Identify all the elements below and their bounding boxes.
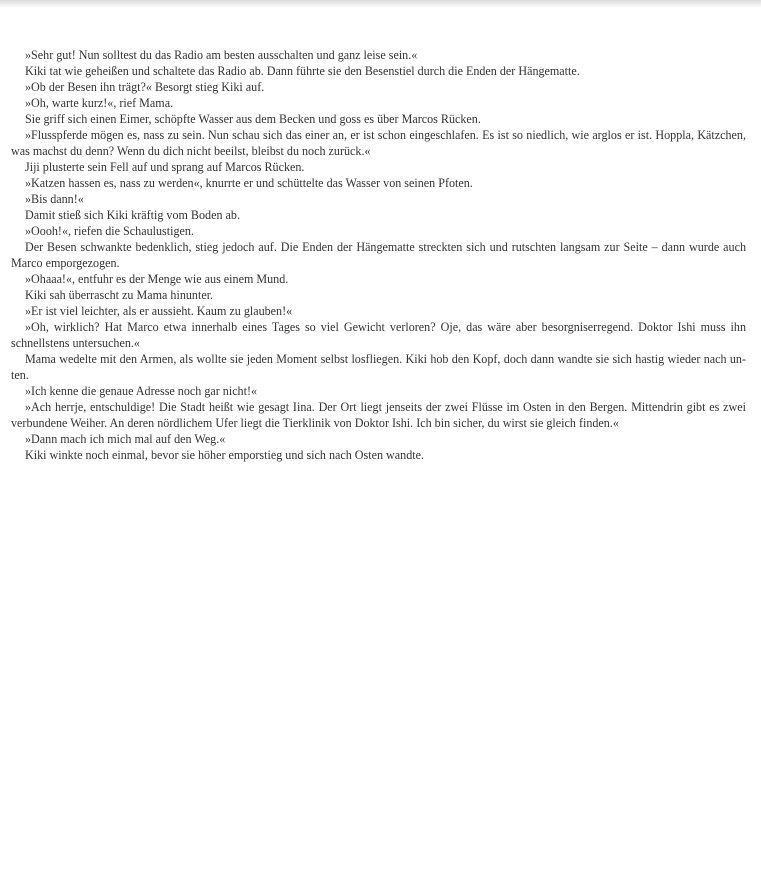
paragraph: Damit stieß sich Kiki kräftig vom Boden ab. xyxy=(25,208,240,222)
paragraph: »Oooh!«, riefen die Schaulustigen. xyxy=(25,224,194,238)
paragraph: Kiki sah überrascht zu Mama hinunter. xyxy=(25,288,214,302)
paragraph: »Bis dann!« xyxy=(25,192,84,206)
paragraph: »Er ist viel leichter, als er aussieht. Kaum zu glauben!« xyxy=(25,304,293,318)
paragraph: Sie griff sich einen Eimer, schöpfte Wasser aus dem Becken und goss es über Marcos Rücken. xyxy=(25,112,481,126)
paragraph: »Katzen hassen es, nass zu werden«, knurrte er und schüttelte das Wasser von seinen Pfoten. xyxy=(25,176,473,190)
paragraph: »Ohaaa!«, entfuhr es der Menge wie aus einem Mund. xyxy=(25,272,289,286)
paragraph: »Sehr gut! Nun solltest du das Radio am besten ausschalten und ganz leise sein.« xyxy=(25,48,418,62)
paragraph: Jiji plusterte sein Fell auf und sprang auf Marcos Rücken. xyxy=(25,160,305,174)
paragraph: Kiki tat wie geheißen und schaltete das Radio ab. Dann führte sie den Besenstiel durch die Enden der Hängematte. xyxy=(25,64,580,78)
paragraph: »Ich kenne die genaue Adresse noch gar nicht!« xyxy=(25,384,258,398)
paragraph: Der Besen schwankte bedenklich, stieg jedoch auf. Die Enden der Hängematte streckten sich und rutschten langsam zur Seite – dann wurde auch Marco emporgezogen. xyxy=(11,240,746,270)
viewer-top-shadow xyxy=(0,0,761,8)
paragraph: »Dann mach ich mich mal auf den Weg.« xyxy=(25,432,226,446)
paragraph: »Flusspferde mögen es, nass zu sein. Nun schau sich das einer an, er ist schon eingeschlafen. Es ist so niedlich, wie arglos er ist. Hoppla, Kätzchen, was machst du denn? Wenn du dich nicht beeilst, bleibst du noch zurück.« xyxy=(11,128,746,158)
paragraph: »Ach herrje, entschuldige! Die Stadt heißt wie gesagt Iina. Der Ort liegt jenseits der zwei Flüsse im Osten in den Bergen. Mittendrin gibt es zwei verbundene Weiher. An deren nördlichem Ufer liegt die Tierklinik von Doktor Ishi. Ich bin sicher, du wirst sie gleich finden.« xyxy=(11,400,746,430)
document-page xyxy=(11,47,746,463)
paragraph: Kiki winkte noch einmal, bevor sie höher emporstieg und sich nach Osten wandte. xyxy=(25,448,424,462)
paragraph: Mama wedelte mit den Armen, als wollte sie jeden Moment selbst losfliegen. Kiki hob den Kopf, doch dann wandte sie sich hastig wieder nach unten. xyxy=(11,352,746,382)
paragraph: »Oh, warte kurz!«, rief Mama. xyxy=(25,96,174,110)
paragraph: »Oh, wirklich? Hat Marco etwa innerhalb eines Tages so viel Gewicht verloren? Oje, das wäre aber besorgniserregend. Doktor Ishi muss ihn schnellstens untersuchen.« xyxy=(11,320,746,350)
paragraph: »Ob der Besen ihn trägt?« Besorgt stieg Kiki auf. xyxy=(25,80,265,94)
